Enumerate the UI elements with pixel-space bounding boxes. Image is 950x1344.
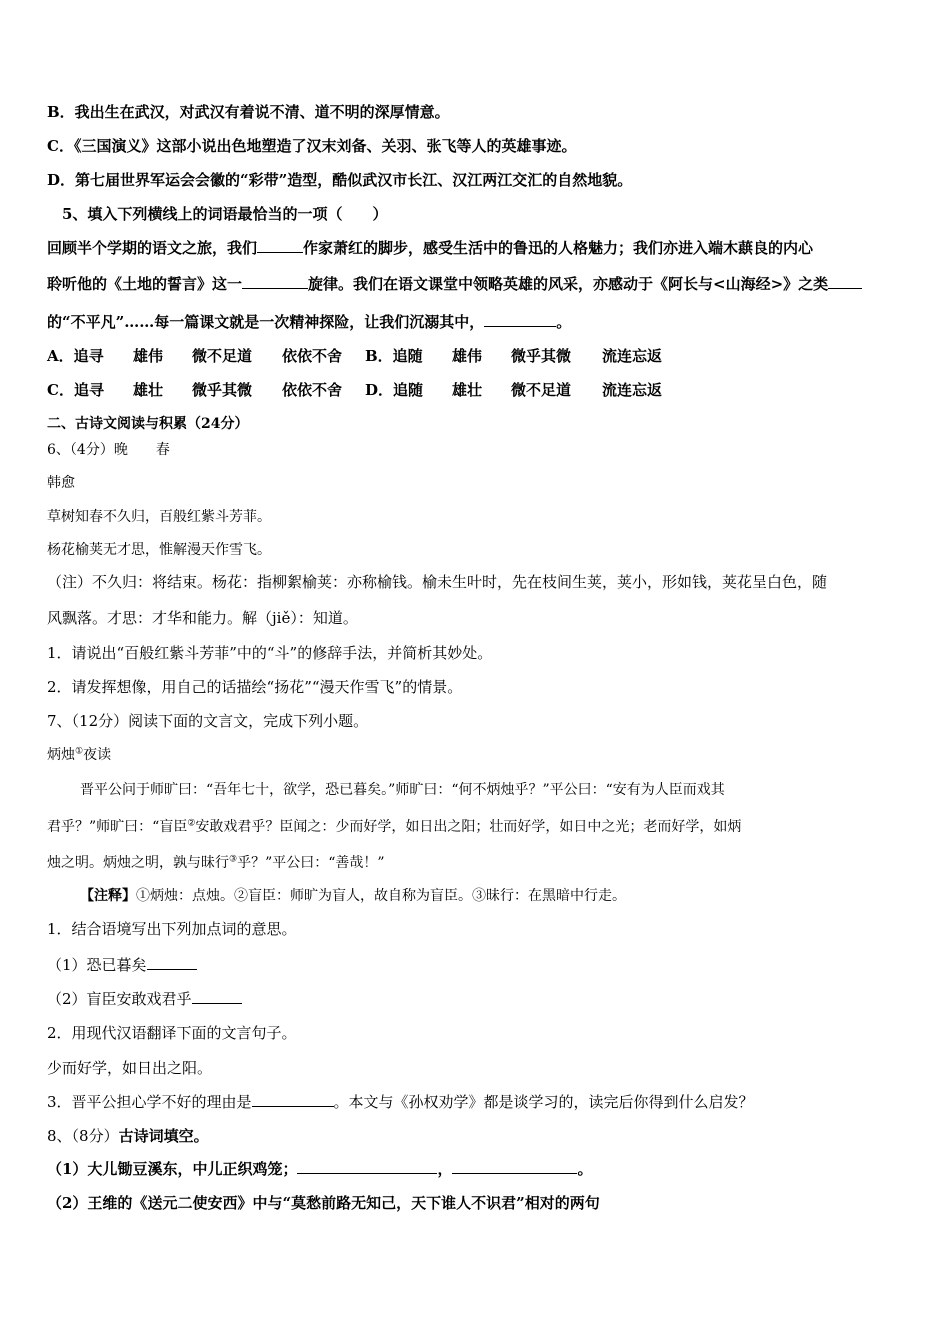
q5-options-row-1 xyxy=(47,346,662,366)
q5-passage-line-3 xyxy=(47,312,571,332)
q4-option-c: C．《三国演义》这部小说出色地塑造了汉末刘备、关羽、张飞等人的英雄事迹。 xyxy=(47,137,577,155)
q4-option-d: D．第七届世界军运会会徽的“彩带”造型，酷似武汉市长江、汉江两江交汇的自然地貌。 xyxy=(47,171,633,189)
q5-passage-line-1 xyxy=(47,238,813,258)
q6-poem-line-2: 杨花榆荚无才思，惟解漫天作雪飞。 xyxy=(47,542,271,558)
q7-item-text: （2）盲臣安敢戏君乎 xyxy=(47,990,192,1008)
fill-blank xyxy=(257,238,303,253)
footnote-mark: ③ xyxy=(229,854,238,865)
q7-passage-text: 安敢戏君乎？臣闻之：少而好学，如日出之阳；壮而好学，如日中之光；老而好学，如炳 xyxy=(195,819,742,835)
fill-blank xyxy=(242,274,308,289)
fill-blank xyxy=(828,274,862,289)
q6-note-line-2: 风飘落。才思：才华和能力。解（jiě）：知道。 xyxy=(47,609,358,627)
q5-text: 。 xyxy=(556,313,572,331)
q7-passage-text: 乎？”平公曰：“善哉！” xyxy=(237,855,385,871)
q7-passage-title xyxy=(47,745,111,765)
q7-subquestion-2: 2．用现代汉语翻译下面的文言句子。 xyxy=(47,1024,297,1042)
q5-text: 旋律。我们在语文课堂中领略英雄的风采，亦感动于《阿长与<山海经>》之类 xyxy=(308,275,829,293)
q8-heading xyxy=(47,1126,209,1146)
q7-subquestion-1-1 xyxy=(47,955,197,975)
q5-text: 的“不平凡”……每一篇课文就是一次精神探险，让我们沉溺其中， xyxy=(47,313,485,331)
q7-passage-line-1: 晋平公问于师旷曰：“吾年七十，欲学，恐已暮矣。”师旷曰：“何不炳烛乎？”平公曰：“安有为人臣而戏其 xyxy=(80,782,725,798)
q7-item-text: （1）恐已暮矣 xyxy=(47,956,147,974)
q5-options-row-2 xyxy=(47,380,662,400)
option-word: 雄壮 xyxy=(133,381,164,399)
q5-passage-line-2 xyxy=(47,274,862,294)
option-word: 依依不舍 xyxy=(282,381,343,399)
option-word: B．追随 xyxy=(365,347,423,365)
fill-blank xyxy=(192,989,242,1004)
q7-passage-text: 烛之明。炳烛之明，孰与昧行 xyxy=(47,855,229,871)
q6-subquestion-2: 2．请发挥想像，用自己的话描绘“扬花”“漫天作雪飞”的情景。 xyxy=(47,678,463,696)
q7-title-text: 夜读 xyxy=(83,747,112,763)
q8-item-text: 。 xyxy=(577,1160,593,1178)
option-word: 雄壮 xyxy=(452,381,483,399)
option-word: 微不足道 xyxy=(511,381,572,399)
footnote-mark: ② xyxy=(187,818,196,829)
q8-heading-text: 8、（8分） xyxy=(47,1127,119,1145)
q7-subquestion-1: 1．结合语境写出下列加点词的意思。 xyxy=(47,920,297,938)
q8-heading-title: 古诗词填空。 xyxy=(118,1127,209,1145)
option-word: 微不足道 xyxy=(192,347,253,365)
option-word: 雄伟 xyxy=(133,347,164,365)
fill-blank xyxy=(452,1159,577,1174)
option-word: A．追寻 xyxy=(47,347,104,365)
q7-heading: 7、（12分）阅读下面的文言文，完成下列小题。 xyxy=(47,712,369,730)
q4-option-b: B．我出生在武汉，对武汉有着说不清、道不明的深厚情意。 xyxy=(47,103,450,121)
q7-notes-label: 【注释】 xyxy=(80,888,136,904)
q7-passage-line-3 xyxy=(47,853,385,873)
fill-blank xyxy=(297,1159,437,1174)
q7-item-text: 3．晋平公担心学不好的理由是 xyxy=(47,1093,252,1111)
q8-subquestion-2: （2）王维的《送元二使安西》中与“莫愁前路无知己，天下谁人不识君”相对的两句 xyxy=(47,1194,600,1212)
q8-subquestion-1 xyxy=(47,1159,592,1179)
q5-text: 聆听他的《土地的誓言》这一 xyxy=(47,275,243,293)
fill-blank xyxy=(252,1092,334,1107)
option-word: C．追寻 xyxy=(47,381,104,399)
q5-text: 作家萧红的脚步，感受生活中的鲁迅的人格魅力；我们亦进入端木蕻良的内心 xyxy=(303,239,814,257)
q6-note-line-1: （注）不久归：将结束。杨花：指柳絮榆荚：亦称榆钱。榆未生叶时，先在枝间生荚，荚小，形如钱，荚花呈白色，随 xyxy=(47,573,828,591)
q7-subquestion-1-2 xyxy=(47,989,242,1009)
q7-translate-sentence: 少而好学，如日出之阳。 xyxy=(47,1059,213,1077)
fill-blank xyxy=(147,955,197,970)
q6-poem-line-1: 草树知春不久归，百般红紫斗芳菲。 xyxy=(47,509,271,525)
q7-title-text: 炳烛 xyxy=(47,747,75,763)
q8-item-text: ， xyxy=(437,1160,453,1178)
q5-stem: 5、填入下列横线上的词语最恰当的一项（ ） xyxy=(62,205,388,223)
q8-item-text: （1）大儿锄豆溪东，中儿正织鸡笼； xyxy=(47,1160,298,1178)
q7-passage-line-2 xyxy=(47,817,741,837)
footnote-mark: ① xyxy=(75,746,84,757)
q5-text: 回顾半个学期的语文之旅，我们 xyxy=(47,239,258,257)
option-word: 流连忘返 xyxy=(602,347,663,365)
q6-subquestion-1: 1．请说出“百般红紫斗芳菲”中的“斗”的修辞手法，并简析其妙处。 xyxy=(47,644,493,662)
option-word: 流连忘返 xyxy=(602,381,663,399)
option-word: 微乎其微 xyxy=(192,381,253,399)
option-word: 雄伟 xyxy=(452,347,483,365)
q7-item-text: 。本文与《孙权劝学》都是谈学习的，读完后你得到什么启发？ xyxy=(333,1093,754,1111)
q6-heading: 6、（4分）晚 春 xyxy=(47,442,170,458)
section-2-title: 二、古诗文阅读与积累（24分） xyxy=(47,416,249,432)
q6-author: 韩愈 xyxy=(47,475,75,491)
q7-notes xyxy=(80,886,626,906)
q7-subquestion-3 xyxy=(47,1092,754,1112)
option-word: D．追随 xyxy=(365,381,424,399)
q7-notes-text: ①炳烛：点烛。②盲臣：师旷为盲人，故自称为盲臣。③昧行：在黑暗中行走。 xyxy=(136,888,626,904)
fill-blank xyxy=(484,312,556,327)
option-word: 依依不舍 xyxy=(282,347,343,365)
q7-passage-text: 君乎？”师旷曰：“盲臣 xyxy=(47,819,188,835)
option-word: 微乎其微 xyxy=(511,347,572,365)
